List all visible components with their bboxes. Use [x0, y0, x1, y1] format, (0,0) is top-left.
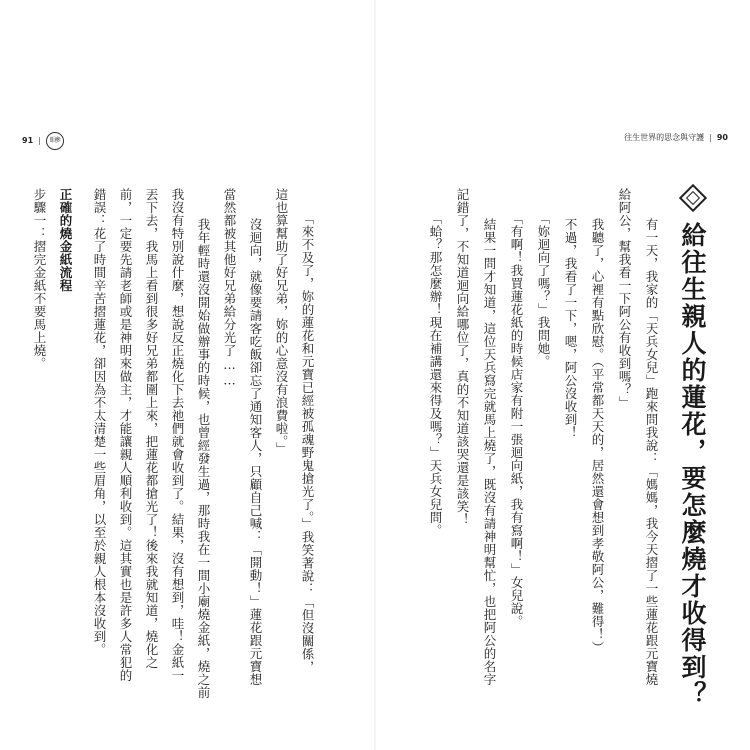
- left-col-2: 這也算幫助了好兄弟，妳的心意沒有浪費啦。」: [274, 188, 289, 455]
- left-col-4: 當然都被其他好兄弟給分光了……: [222, 188, 237, 388]
- page-gutter: [374, 0, 376, 750]
- right-col-5: 「妳迴向了嗎？」我問她。: [536, 205, 551, 368]
- left-page-number: 91: [22, 136, 34, 145]
- left-col-8: 前，一定要先請老師或是神明來做主，才能讓親人順利收到。這其實也是許多人常犯的: [118, 188, 133, 682]
- right-col-2: 給阿公，幫我看一下阿公有收到嗎？」: [617, 188, 632, 409]
- chapter-title: 給往生親人的蓮花，要怎麼燒才收得到？: [678, 222, 707, 708]
- left-col-3: 沒迴向，就像要請客吃飯卻忘了通知客人，只顧自己喊：「開動！」蓮花跟元寶想: [248, 205, 263, 686]
- left-col-6: 我沒有特別說什麼，想說反正燒化下去祂們就會收到了。結果，沒有想到，哇！金紙一: [170, 188, 185, 682]
- left-col-5: 我年輕時還沒開始做辦事的時候，也曾經發生過，那時我在一間小廟燒金紙，燒之前: [196, 205, 211, 699]
- left-col-9: 錯誤：花了時間辛苦摺蓮花，卻因為不太清楚一些眉角，以至於親人根本沒收到。: [92, 188, 107, 656]
- seal-text: 䀠參: [49, 137, 60, 144]
- seal-icon: [46, 132, 64, 150]
- right-col-3: 我聽了，心裡有點欣慰。（平常都天天的，居然還會想到孝敬阿公，難得！）: [590, 205, 605, 654]
- right-col-9: 「蛤？那怎麼辦！現在補講還來得及嗎？」天兵女兒問。: [428, 205, 443, 537]
- left-page-header: [22, 132, 64, 150]
- right-col-7: 結果一問才知道，這位天兵寫完就馬上燒了，既沒有請神明幫忙，也把阿公的名字: [482, 205, 497, 686]
- running-title: 往生世界的思念與守護: [624, 133, 705, 142]
- left-col-1: 「來不及了，妳的蓮花和元寶已經被孤魂野鬼搶光了。」我笑著說：「但沒關係，: [300, 205, 315, 674]
- right-page-header: [624, 132, 728, 144]
- left-col-7: 丟下去，我馬上看到很多好兄弟都圍上來，把蓮花都搶光了！後來我就知道，燒化之: [144, 188, 159, 669]
- right-col-6: 「有啊！我買蓮花紙的時候店家有附一張迴向紙，我有寫啊！」女兒說。: [509, 205, 524, 628]
- step-one: 步驟一：摺完金紙不要馬上燒。: [32, 188, 47, 370]
- right-col-4: 不過，我看了一下，嗯，阿公沒收到！: [563, 205, 578, 439]
- right-col-8: 記錯了，不知道迴向給哪位了，真的不知道該哭還是該笑！: [455, 188, 470, 526]
- right-col-1: 有一天，我家的「天兵女兒」跑來問我說：「媽媽，我今天摺了一些蓮花跟元寶燒: [644, 205, 659, 686]
- section-heading: 正確的燒金紙流程: [58, 188, 73, 292]
- right-header-separator: |: [709, 133, 712, 142]
- left-header-separator: |: [38, 136, 41, 145]
- right-page-number: 90: [716, 133, 728, 142]
